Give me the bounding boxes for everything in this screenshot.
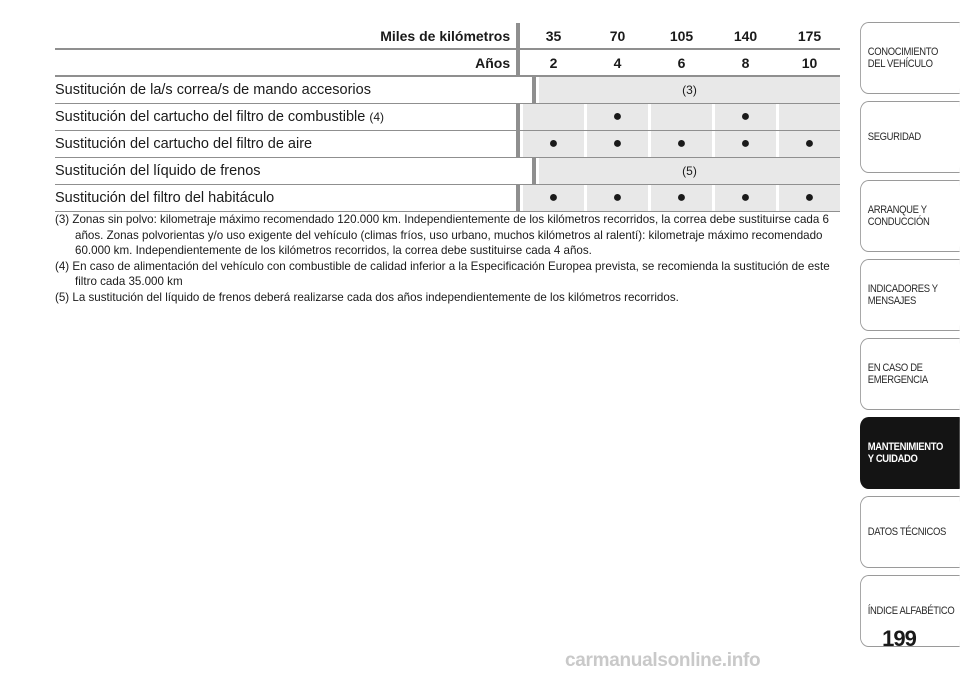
row-note-ref: (4) (369, 110, 385, 124)
tab-seguridad[interactable]: SEGURIDAD (860, 101, 960, 173)
row-span-note: (3) (539, 77, 840, 103)
header-km-cell: 70 (587, 23, 648, 48)
footnote-4: (4) En caso de alimentación del vehículo con combustible de calidad inferior a la Especificación Europea prevista, se recomienda la sustitución de este filtro cada 35.000 km (55, 259, 830, 288)
tab-conocimiento-del-vehiculo[interactable]: CONOCIMIENTO DEL VEHÍCULO (860, 22, 960, 94)
header-kilometers-label: Miles de kilómetros (380, 28, 511, 44)
row-label: Sustitución del líquido de frenos (55, 163, 261, 179)
header-year-cell: 6 (651, 50, 712, 75)
header-km-cell: 35 (523, 23, 584, 48)
tab-datos-tecnicos[interactable]: DATOS TÉCNICOS (860, 496, 960, 568)
interval-mark (779, 104, 840, 130)
interval-mark: ● (651, 131, 712, 157)
row-label: Sustitución del cartucho del filtro de combustible (4) (55, 109, 385, 125)
interval-mark: ● (715, 104, 776, 130)
chapter-tabs (860, 22, 960, 654)
header-year-cell: 10 (779, 50, 840, 75)
row-label: Sustitución del filtro del habitáculo (55, 190, 275, 206)
header-km-cell: 105 (651, 23, 712, 48)
interval-mark: ● (523, 185, 584, 211)
interval-mark: ● (651, 185, 712, 211)
header-row-years (55, 50, 840, 77)
table-row (55, 104, 840, 131)
table-row (55, 77, 840, 104)
header-km-cell: 140 (715, 23, 776, 48)
header-km-cell: 175 (779, 23, 840, 48)
tab-indice-alfabetico[interactable]: ÍNDICE ALFABÉTICO (860, 575, 960, 647)
header-year-cell: 2 (523, 50, 584, 75)
tab-arranque-y-conduccion[interactable]: ARRANQUE Y CONDUCCIÓN (860, 180, 960, 252)
header-year-cell: 8 (715, 50, 776, 75)
interval-mark: ● (587, 104, 648, 130)
row-label: Sustitución del cartucho del filtro de aire (55, 136, 313, 152)
footnote-5: (5) La sustitución del líquido de frenos deberá realizarse cada dos años independientemente de los kilómetros recorridos. (55, 290, 679, 304)
table-row (55, 131, 840, 158)
interval-mark: ● (523, 131, 584, 157)
interval-mark (651, 104, 712, 130)
interval-mark: ● (587, 131, 648, 157)
interval-mark (523, 104, 584, 130)
tab-indicadores-y-mensajes[interactable]: INDICADORES Y MENSAJES (860, 259, 960, 331)
table-row (55, 158, 840, 185)
maintenance-table (55, 23, 840, 212)
header-year-cell: 4 (587, 50, 648, 75)
page-number: 199 (882, 626, 916, 651)
row-label: Sustitución de la/s correa/s de mando accesorios (55, 82, 371, 98)
header-row-kilometers (55, 23, 840, 50)
interval-mark: ● (715, 131, 776, 157)
footnote-3: (3) Zonas sin polvo: kilometraje máximo recomendado 120.000 km. Independientemente de los kilómetros recorridos, la correa debe sustituirse cada 6 años. Zonas polvorientas y/o uso exigente del vehículo (climas fríos, uso urbano, muchos kilómetros al ralentí): kilometraje máximo recomendado 60.000 km. Independientemente de los kilómetros recorridos, la correa debe sustituirse cada 4 años. (55, 213, 829, 257)
interval-mark: ● (715, 185, 776, 211)
watermark-text: carmanualsonline.info (565, 650, 761, 671)
tab-mantenimiento-y-cuidado[interactable]: MANTENIMIENTO Y CUIDADO (860, 417, 960, 489)
interval-mark: ● (779, 131, 840, 157)
table-row (55, 185, 840, 212)
row-span-note: (5) (539, 158, 840, 184)
tab-en-caso-de-emergencia[interactable]: EN CASO DE EMERGENCIA (860, 338, 960, 410)
interval-mark: ● (779, 185, 840, 211)
footnotes (55, 212, 840, 305)
header-years-label: Años (475, 55, 511, 71)
interval-mark: ● (587, 185, 648, 211)
